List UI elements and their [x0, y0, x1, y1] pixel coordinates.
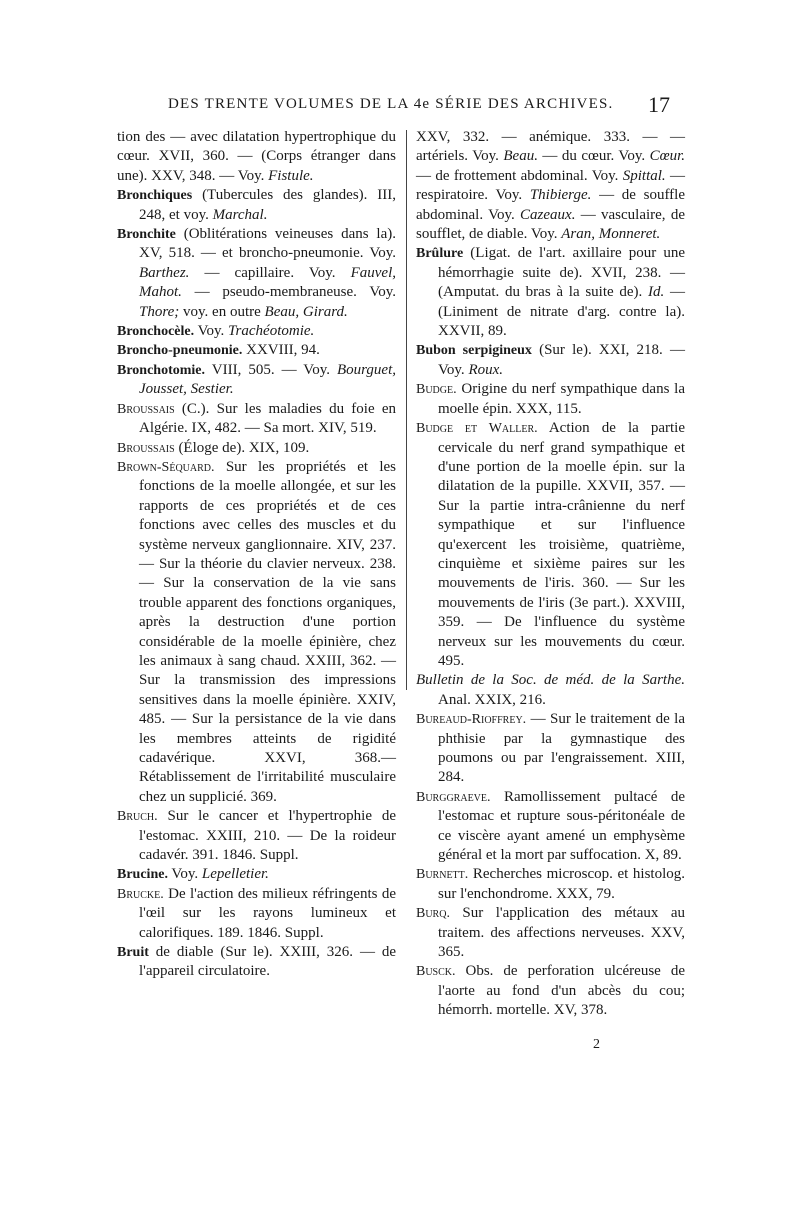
index-entry [416, 904, 685, 962]
entry-text: XXVIII, 94. [242, 342, 320, 359]
entry-reference-italic: Trachéotomie. [228, 323, 315, 340]
entry-text: — de frottement abdominal. Voy. [416, 167, 623, 184]
entry-headword: Broncho-pneumonie. [117, 343, 243, 359]
index-entry [416, 671, 685, 710]
entry-headword: Brûlure [416, 246, 464, 262]
entry-text: tion des — avec dilatation hypertrophique du cœur. XVII, 360. — (Corps étranger dans une). XXV, 348. — Voy. [117, 129, 396, 184]
entry-text: XXV, 332. — anémique. 333. — — artériels. Voy. [416, 129, 685, 165]
page-number: 17 [648, 92, 670, 117]
entry-text: Obs. de perforation ulcéreuse de l'aorte au fond d'un abcès du cou; hémorrh. mortelle. XV, 378. [438, 963, 685, 1019]
index-entry [117, 400, 396, 439]
entry-text: — Sur le traitement de la phthisie par la gymnastique des poumons ou par l'engraissement. XIII, 284. [438, 711, 685, 786]
entry-headword: Bronchotomie. [117, 362, 206, 378]
entry-reference-italic: Roux. [468, 361, 504, 378]
entry-text: (Éloge de). XIX, 109. [174, 439, 310, 456]
entry-reference-italic: Thibierge. [529, 187, 592, 204]
entry-headword: Busck. [416, 964, 456, 980]
entry-text: — du cœur. Voy. [537, 148, 650, 165]
entry-reference-italic: Spittal. [622, 167, 666, 184]
entry-text: — pseudo-membraneuse. Voy. [181, 284, 396, 301]
entry-reference-italic: Beau, Girard. [264, 303, 348, 320]
index-entry [117, 341, 396, 360]
entry-reference-italic: Aran, Monneret. [561, 226, 661, 243]
entry-text: (Sur le). XXI, 218. — Voy. [438, 342, 685, 378]
entry-reference-italic: Cœur. [649, 148, 685, 165]
entry-headword: Broussais [117, 401, 175, 417]
entry-text: Recherches microscop. et histolog. sur l'enchondrome. XXX, 79. [438, 866, 685, 902]
index-entry [117, 885, 396, 943]
entry-text: de diable (Sur le). XXIII, 326. — de l'appareil circulatoire. [139, 944, 396, 980]
entry-headword: Burnett. [416, 867, 469, 883]
entry-headword: Brown-Séquard. [117, 459, 215, 475]
left-column [117, 128, 396, 982]
entry-text: (C.). Sur les maladies du foie en Algérie. IX, 482. — Sa mort. XIV, 519. [139, 400, 396, 437]
index-entry [117, 322, 396, 341]
entry-text: Sur le cancer et l'hypertrophie de l'estomac. XXIII, 210. — De la roideur cadavér. 391. 1846. Suppl. [139, 808, 396, 864]
signature-mark: 2 [593, 1037, 600, 1052]
entry-reference-italic: Fistule. [268, 167, 314, 184]
index-entry [117, 865, 396, 884]
entry-text: (Ligat. de l'art. axillaire pour une hémorrhagie suite de). XVII, 238. — (Amputat. du bras à la suite de). [438, 245, 685, 301]
entry-reference-italic: Thore; [139, 303, 180, 320]
entry-headword: Brucine. [117, 867, 168, 883]
index-entry [416, 244, 685, 341]
entry-reference-italic: Fauvel, Mahot. [139, 264, 396, 301]
entry-text: VIII, 505. — Voy. [205, 361, 337, 378]
entry-text: Origine du nerf sympathique dans la moelle épin. XXX, 115. [438, 381, 685, 417]
entry-reference-italic: Marchal. [212, 206, 268, 223]
entry-headword: Bubon serpigineux [416, 343, 532, 359]
entry-headword: Bureaud-Rioffrey. [416, 712, 527, 728]
entry-headword: Broussais [117, 440, 175, 456]
entry-headword: Budge et Waller. [416, 421, 538, 437]
entry-text: Voy. [194, 323, 229, 340]
index-entry [117, 128, 396, 186]
entry-headword: Burq. [416, 906, 450, 922]
entry-text: Ramollissement pultacé de l'estomac et rupture sous-péritonéale de ce viscère ayant amené un emphysème général et la mort par suffocation. X, 89. [438, 788, 685, 864]
entry-headword: Bronchiques [117, 188, 193, 204]
entry-text: — (Liniment de nitrate d'arg. contre la). XXVII, 89. [438, 284, 686, 340]
index-entry [416, 788, 685, 866]
entry-reference-italic: Bulletin de la Soc. de méd. de la Sarthe. [416, 672, 685, 689]
entry-headword: Bronchocèle. [117, 324, 195, 340]
entry-reference-italic: Barthez. [139, 264, 190, 281]
index-entry [416, 380, 685, 419]
entry-headword: Burggraeve. [416, 789, 491, 805]
entry-text: (Tubercules des glandes). III, 248, et voy. [139, 187, 396, 223]
entry-text: — de souffle abdominal. Voy. [416, 187, 685, 223]
entry-reference-italic: Cazeaux. [520, 206, 576, 223]
index-entry [416, 962, 685, 1020]
column-divider [406, 130, 407, 690]
entry-reference-italic: Lepelletier. [201, 866, 269, 883]
index-entry [117, 458, 396, 807]
entry-reference-italic: Beau. [503, 148, 538, 165]
entry-headword: Bronchite [117, 227, 176, 243]
entry-text: voy. en outre [179, 303, 265, 320]
index-entry [117, 943, 396, 982]
entry-text: — capillaire. Voy. [189, 264, 351, 281]
entry-text: Sur l'application des métaux au traitem. des affections nerveuses. XXV, 365. [438, 905, 685, 961]
index-entry [416, 865, 685, 904]
index-entry [117, 439, 396, 458]
index-entry [416, 341, 685, 380]
entry-reference-italic: Bourguet, Jousset, Sestier. [139, 361, 396, 398]
entry-text: Sur les propriétés et les fonctions de la moelle allongée, et sur les rapports de ces propriétés et de ces fonctions avec celles des muscles et du système nerveux ganglionnaire. XIV, 237. — Sur la théorie du clavier nerveux. 238. — Sur la conservation de la vie sans trouble apparent des fonctions organiques, après la destruction d'une portion considérable de la moelle épinière, chez les animaux à sang chaud. XXIII, 362. — Sur la transmission des impressions sensitives dans la moelle épinière. XXIV, 485. — Sur la persistance de la vie dans les membres atteints de rigidité cadavérique. XXVI, 368.— Rétablissement de l'irritabilité musculaire chez un supplicié. 369. [139, 458, 396, 805]
entry-text: Voy. [167, 866, 202, 883]
entry-text: (Oblitérations veineuses dans la). XV, 518. — et broncho-pneumonie. Voy. [139, 226, 396, 262]
index-entry [416, 419, 685, 671]
entry-text: Anal. XXIX, 216. [438, 691, 546, 708]
entry-headword: Bruit [117, 945, 149, 961]
entry-headword: Bruch. [117, 809, 158, 825]
right-column [416, 128, 685, 1021]
index-entry [416, 710, 685, 788]
index-entry [117, 186, 396, 225]
index-entry [117, 225, 396, 322]
entry-text: De l'action des milieux réfringents de l'œil sur les rayons lumineux et calorifiques. 189. 1846. Suppl. [139, 885, 396, 941]
entry-reference-italic: Id. [648, 284, 665, 301]
index-entry [117, 807, 396, 865]
page-header [160, 92, 670, 120]
entry-text: — respiratoire. Voy. [416, 167, 685, 204]
running-title: DES TRENTE VOLUMES DE LA 4e SÉRIE DES ARCHIVES. [168, 96, 614, 112]
entry-headword: Brucke. [117, 886, 164, 902]
entry-text: Action de la partie cervicale du nerf grand sympathique et d'une portion de la moelle épin. sur la dilatation de la pupille. XXVII, 357. — Sur la partie intra-crânienne du nerf sympathique et sur l'influence qu'exercent les troisième, quatrième, cinquième et sixième paires sur les mouvements de l'iris. 360. — Sur les mouvements de l'iris (3e part.). XXVIII, 359. — De l'influence du système nerveux sur les mouvements du cœur. 495. [438, 420, 685, 669]
index-entry [416, 128, 685, 244]
entry-headword: Budge. [416, 382, 457, 398]
entry-text: — vasculaire, de soufflet, de diable. Voy. [416, 206, 685, 243]
index-entry [117, 361, 396, 400]
